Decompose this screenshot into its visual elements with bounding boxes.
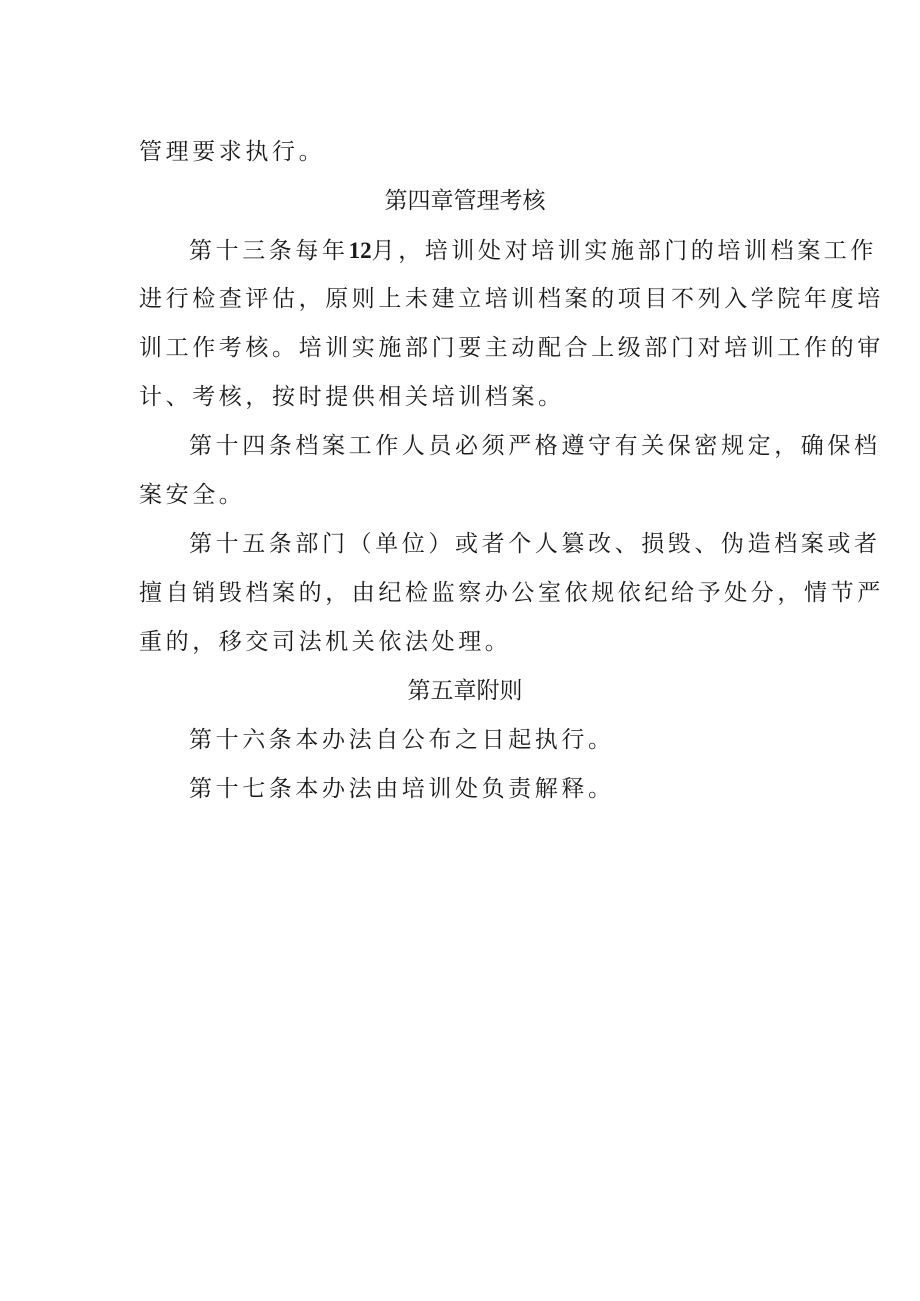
article-15-line-2: 擅自销毁档案的，由纪检监察办公室依规依纪给予处分，情节严 [139, 580, 884, 606]
article-13-line-1 [139, 226, 878, 275]
paragraph-continuation: 管理要求执行。 [139, 139, 326, 165]
article-13-line-2: 进行检查评估，原则上未建立培训档案的项目不列入学院年度培 [139, 286, 884, 312]
article-15-line-1: 第十五条部门（单位）或者个人篡改、损毁、伪造档案或者 [189, 531, 881, 557]
article-16: 第十六条本办法自公布之日起执行。 [189, 727, 615, 753]
article-14-line-2: 案安全。 [139, 482, 246, 508]
article-13 [139, 226, 884, 422]
article-13-line-3: 训工作考核。培训实施部门要主动配合上级部门对培训工作的审 [139, 335, 884, 361]
article-13-month: 12 [348, 238, 372, 263]
article-14 [139, 422, 881, 520]
article-15 [139, 520, 884, 667]
article-13-text-b: 月，培训处对培训实施部门的培训档案工作 [371, 238, 878, 264]
chapter-4-title: 第四章管理考核 [384, 188, 546, 214]
article-13-text-a: 第十三条每年 [189, 238, 349, 264]
chapter-5-title: 第五章附则 [407, 678, 523, 704]
article-13-line-4: 计、考核，按时提供相关培训档案。 [139, 384, 565, 410]
article-15-line-3: 重的，移交司法机关依法处理。 [139, 629, 512, 655]
article-14-line-1: 第十四条档案工作人员必须严格遵守有关保密规定，确保档 [189, 433, 881, 459]
document-page [139, 128, 884, 814]
article-17: 第十七条本办法由培训处负责解释。 [189, 776, 615, 802]
